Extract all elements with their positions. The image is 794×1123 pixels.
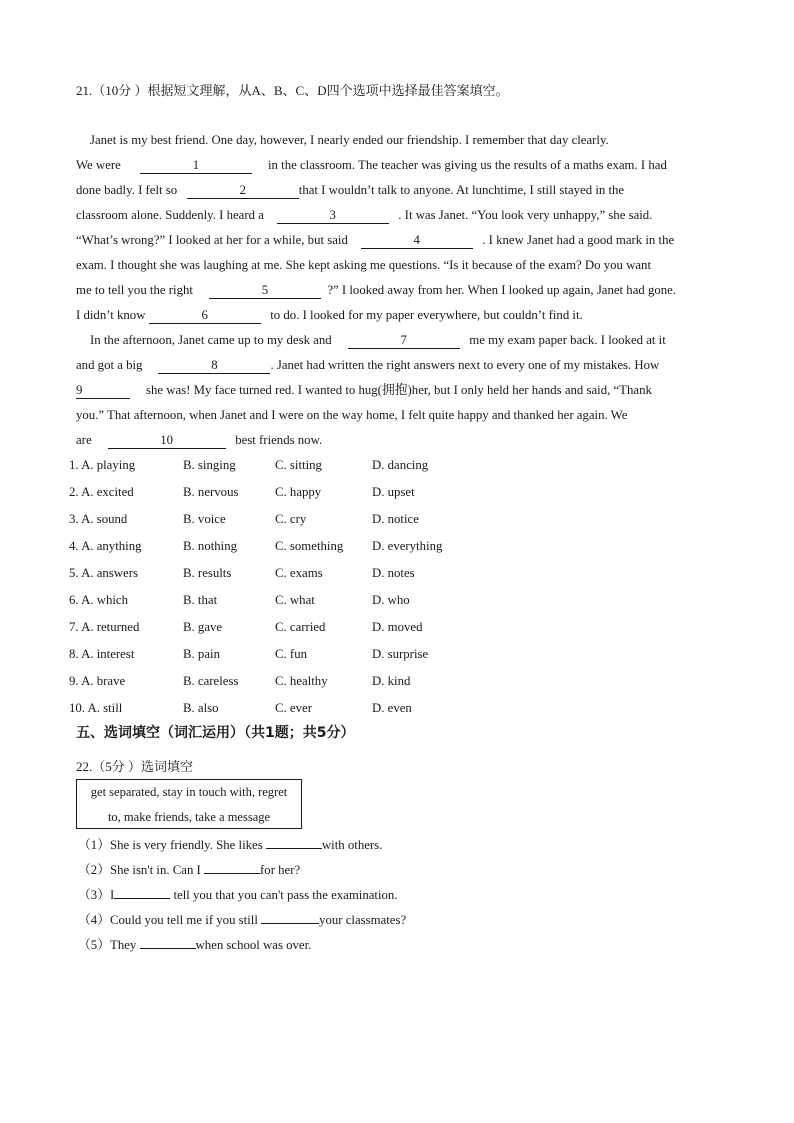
option-row-9	[69, 668, 729, 695]
option-a[interactable]: 7. A. returned	[69, 620, 140, 634]
passage-line: done badly. I felt so 2 that I wouldn’t talk to anyone. At lunchtime, I still stayed in the	[76, 183, 625, 197]
passage-line: and got a big 8 . Janet had written the right answers next to every one of my mistakes. How	[76, 358, 660, 372]
fill-blank[interactable]	[140, 934, 196, 949]
option-d[interactable]: D. surprise	[372, 647, 429, 661]
option-a[interactable]: 6. A. which	[69, 593, 129, 607]
passage-line: We were 1 in the classroom. The teacher was giving us the results of a maths exam. I had	[76, 158, 667, 172]
passage-line: classroom alone. Suddenly. I heard a 3 . It was Janet. “You look very unhappy,” she said.	[76, 208, 653, 222]
question-22-header: 22.（5分 ）选词填空	[76, 759, 194, 774]
option-c[interactable]: C. ever	[275, 701, 312, 715]
option-a[interactable]: 3. A. sound	[69, 512, 128, 526]
fill-item-1: （1）She is very friendly. She likes with others.	[78, 833, 406, 858]
passage-line: I didn’t know 6 to do. I looked for my paper everywhere, but couldn’t find it.	[76, 308, 583, 322]
fill-item-4: （4）Could you tell me if you still your classmates?	[78, 908, 406, 933]
option-d[interactable]: D. everything	[372, 539, 443, 553]
passage-line: 9 she was! My face turned red. I wanted to hug(拥抱)her, but I only held her hands and said, “Thank	[76, 383, 652, 397]
option-d[interactable]: D. notes	[372, 566, 415, 580]
option-a[interactable]: 10. A. still	[69, 701, 123, 715]
option-row-2	[69, 479, 729, 506]
blank-5[interactable]: 5	[209, 283, 321, 299]
option-d[interactable]: D. dancing	[372, 458, 429, 472]
word-bank-line: get separated, stay in touch with, regret	[90, 785, 288, 799]
option-d[interactable]: D. upset	[372, 485, 415, 499]
option-d[interactable]: D. moved	[372, 620, 423, 634]
blank-6[interactable]: 6	[149, 308, 261, 324]
option-row-5	[69, 560, 729, 587]
option-c[interactable]: C. something	[275, 539, 344, 553]
word-bank-box	[76, 779, 302, 829]
option-c[interactable]: C. healthy	[275, 674, 328, 688]
option-b[interactable]: B. careless	[183, 674, 239, 688]
blank-7[interactable]: 7	[348, 333, 460, 349]
option-b[interactable]: B. nervous	[183, 485, 239, 499]
blank-3[interactable]: 3	[277, 208, 389, 224]
blank-1[interactable]: 1	[140, 158, 252, 174]
blank-9[interactable]: 9	[76, 383, 130, 399]
fill-blank[interactable]	[261, 909, 319, 924]
option-a[interactable]: 4. A. anything	[69, 539, 142, 553]
answer-options	[69, 452, 729, 722]
option-b[interactable]: B. pain	[183, 647, 220, 661]
passage-line: exam. I thought she was laughing at me. She kept asking me questions. “Is it because of the exam? Do you want	[76, 258, 652, 272]
option-row-4	[69, 533, 729, 560]
option-b[interactable]: B. also	[183, 701, 219, 715]
passage-line: In the afternoon, Janet came up to my desk and 7 me my exam paper back. I looked at it	[90, 333, 666, 347]
option-a[interactable]: 1. A. playing	[69, 458, 136, 472]
option-row-1	[69, 452, 729, 479]
fill-in-items	[78, 833, 406, 958]
fill-blank[interactable]	[114, 884, 170, 899]
option-c[interactable]: C. carried	[275, 620, 326, 634]
passage-line: me to tell you the right 5 ?” I looked away from her. When I looked up again, Janet had gone.	[76, 283, 677, 297]
fill-item-3: （3）I tell you that you can't pass the examination.	[78, 883, 406, 908]
option-a[interactable]: 5. A. answers	[69, 566, 138, 580]
option-c[interactable]: C. cry	[275, 512, 307, 526]
option-row-6	[69, 587, 729, 614]
option-c[interactable]: C. fun	[275, 647, 307, 661]
word-bank-line: to, make friends, take a message	[107, 810, 271, 824]
passage-line: are 10 best friends now.	[76, 433, 323, 447]
option-b[interactable]: B. gave	[183, 620, 223, 634]
cloze-passage	[76, 128, 718, 453]
fill-item-2: （2）She isn't in. Can I for her?	[78, 858, 406, 883]
option-d[interactable]: D. who	[372, 593, 410, 607]
option-b[interactable]: B. singing	[183, 458, 236, 472]
fill-item-5: （5）They when school was over.	[78, 933, 406, 958]
blank-4[interactable]: 4	[361, 233, 473, 249]
option-b[interactable]: B. results	[183, 566, 232, 580]
fill-blank[interactable]	[266, 834, 322, 849]
passage-line: Janet is my best friend. One day, however, I nearly ended our friendship. I remember that day clearly.	[90, 133, 609, 147]
option-row-10	[69, 695, 729, 722]
option-a[interactable]: 8. A. interest	[69, 647, 135, 661]
passage-line: you.” That afternoon, when Janet and I were on the way home, I felt quite happy and thanked her again. We	[76, 408, 628, 422]
option-a[interactable]: 2. A. excited	[69, 485, 134, 499]
option-c[interactable]: C. what	[275, 593, 315, 607]
blank-2[interactable]: 2	[187, 183, 299, 199]
option-b[interactable]: B. nothing	[183, 539, 238, 553]
option-row-7	[69, 614, 729, 641]
option-c[interactable]: C. exams	[275, 566, 323, 580]
blank-10[interactable]: 10	[108, 433, 226, 449]
option-a[interactable]: 9. A. brave	[69, 674, 126, 688]
passage-line: “What’s wrong?” I looked at her for a while, but said 4 . I knew Janet had a good mark in the	[76, 233, 675, 247]
option-d[interactable]: D. kind	[372, 674, 411, 688]
option-d[interactable]: D. notice	[372, 512, 419, 526]
question-21-header: 21.（10分 ）根据短文理解，从A、B、C、D四个选项中选择最佳答案填空。	[76, 83, 509, 98]
option-row-8	[69, 641, 729, 668]
option-b[interactable]: B. that	[183, 593, 218, 607]
option-row-3	[69, 506, 729, 533]
section-5-title: 五、选词填空（词汇运用）（共1题；共5分）	[76, 725, 355, 741]
option-c[interactable]: C. happy	[275, 485, 322, 499]
option-b[interactable]: B. voice	[183, 512, 226, 526]
option-d[interactable]: D. even	[372, 701, 412, 715]
blank-8[interactable]: 8	[158, 358, 270, 374]
fill-blank[interactable]	[204, 859, 260, 874]
option-c[interactable]: C. sitting	[275, 458, 322, 472]
